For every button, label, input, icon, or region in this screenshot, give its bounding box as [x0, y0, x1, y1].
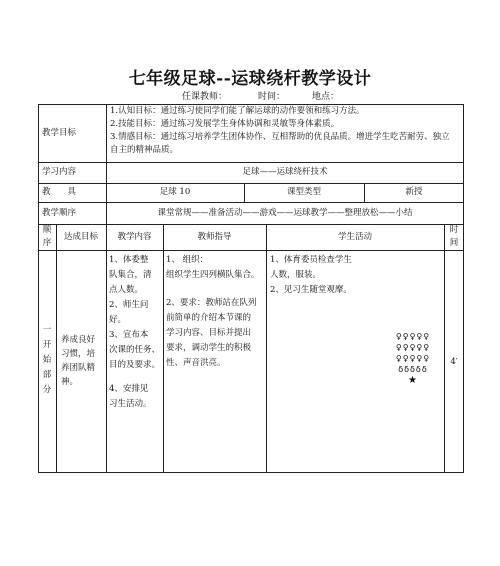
document-title: 七年级足球--运球绕杆教学设计 — [128, 69, 372, 89]
table-rule — [56, 224, 57, 473]
goal-cognitive: 1.认知目标：通过练习使同学们能了解运球的动作要领和练习方法。 — [110, 106, 365, 116]
section-name — [38, 323, 56, 398]
activity-line: 人数，服装。 — [270, 270, 322, 280]
content-line: 好。 — [109, 315, 127, 325]
content-line: 点人数。 — [109, 285, 144, 295]
header-time — [444, 224, 464, 250]
guide-line: 组织学生四列横队集合。 — [166, 270, 260, 280]
tools-value: 足球 10 — [159, 187, 191, 197]
section-guide — [166, 253, 260, 371]
order-value: 课堂常规——准备活动——游戏——运球教学——整理放松——小结 — [157, 208, 413, 218]
content-line: 队集合，清 — [109, 270, 152, 280]
teacher-star-icon: ★ — [408, 375, 418, 386]
header-guide: 教师指导 — [197, 232, 232, 242]
type-label: 课型类型 — [286, 187, 321, 197]
goal-skill: 2.技能目标：通过练习发展学生身体协调和灵敏等身体素质。 — [110, 119, 340, 129]
table-rule — [38, 183, 464, 184]
section-goal-line: 养成良好 — [61, 335, 96, 345]
table-rule — [38, 224, 464, 225]
section-time: 4′ — [450, 357, 458, 367]
header-seq-char: 顺 — [42, 225, 52, 235]
guide-line: 前简单的介绍本节课的 — [166, 313, 252, 323]
section-content — [109, 253, 160, 412]
formation-diagram — [378, 331, 448, 386]
header-activity: 学生活动 — [337, 232, 372, 242]
formation-row: ♀♀♀♀♀ — [395, 332, 431, 341]
table-rule — [163, 224, 164, 473]
table-rule — [106, 104, 107, 224]
place-label: 地点： — [312, 92, 340, 102]
content-label: 学习内容 — [42, 167, 77, 177]
time-label: 时间： — [258, 92, 286, 102]
guide-line: 2、要求：教师站在队列 — [166, 298, 257, 308]
formation-row: ♀♀♀♀♀ — [395, 343, 431, 352]
table-rule — [106, 224, 107, 473]
section-activity — [270, 253, 352, 298]
content-line: 4、安排见 — [109, 384, 149, 394]
section-name-char: 部 — [42, 370, 52, 380]
content-value: 足球——运球绕杆技术 — [242, 167, 328, 177]
table-rule — [38, 162, 464, 163]
section-name-char: 分 — [42, 385, 52, 395]
content-line: 2、师生问 — [109, 300, 149, 310]
guide-line: 1、 组织： — [166, 255, 209, 265]
section-goal — [61, 333, 95, 389]
header-seq — [38, 224, 56, 250]
section-name-char: 始 — [42, 355, 52, 365]
content-line: 次课的任务、 — [109, 345, 161, 355]
activity-line: 2、见习生随堂观摩。 — [270, 285, 352, 295]
goals-label: 教学目标 — [42, 128, 77, 138]
header-time-char: 时 — [449, 225, 459, 235]
guide-line: 性、声音洪亮。 — [166, 358, 226, 368]
goal-emotion: 3.情感目标：通过练习培养学生团体协作、互相帮助的优良品质。增进学生吃苦耐劳、独立 — [110, 132, 450, 142]
header-goal: 达成目标 — [63, 232, 98, 242]
table-rule — [38, 202, 464, 203]
goal-emotion-cont: 自主的精神品质。 — [110, 145, 179, 155]
guide-line: 要求，调动学生的积极 — [166, 343, 252, 353]
table-rule — [266, 224, 267, 473]
section-name-char: 一 — [42, 325, 52, 335]
header-content: 教学内容 — [117, 232, 152, 242]
formation-row: δδδδδ — [398, 365, 428, 374]
content-line: 习生活动。 — [109, 399, 152, 409]
activity-line: 1、体育委员检查学生 — [270, 255, 352, 265]
content-line: 目的及要求。 — [109, 360, 161, 370]
type-value: 新授 — [405, 187, 423, 197]
guide-line: 学习内容、目标并提出 — [166, 328, 252, 338]
header-seq-char: 序 — [42, 238, 52, 248]
section-goal-line: 习惯，培 — [61, 349, 96, 359]
header-time-char: 间 — [449, 238, 459, 248]
content-line: 3、宣布本 — [109, 330, 149, 340]
section-name-char: 开 — [42, 340, 52, 350]
table-rule — [38, 250, 464, 251]
order-label: 教学顺序 — [42, 208, 77, 218]
content-line: 1、体委整 — [109, 255, 149, 265]
section-goal-line: 养团队精 — [61, 363, 96, 373]
formation-row: ♀♀♀♀♀ — [395, 354, 431, 363]
teacher-label: 任课教师： — [182, 92, 228, 102]
tools-label: 教 具 — [42, 187, 77, 197]
section-goal-line: 神。 — [61, 377, 79, 387]
